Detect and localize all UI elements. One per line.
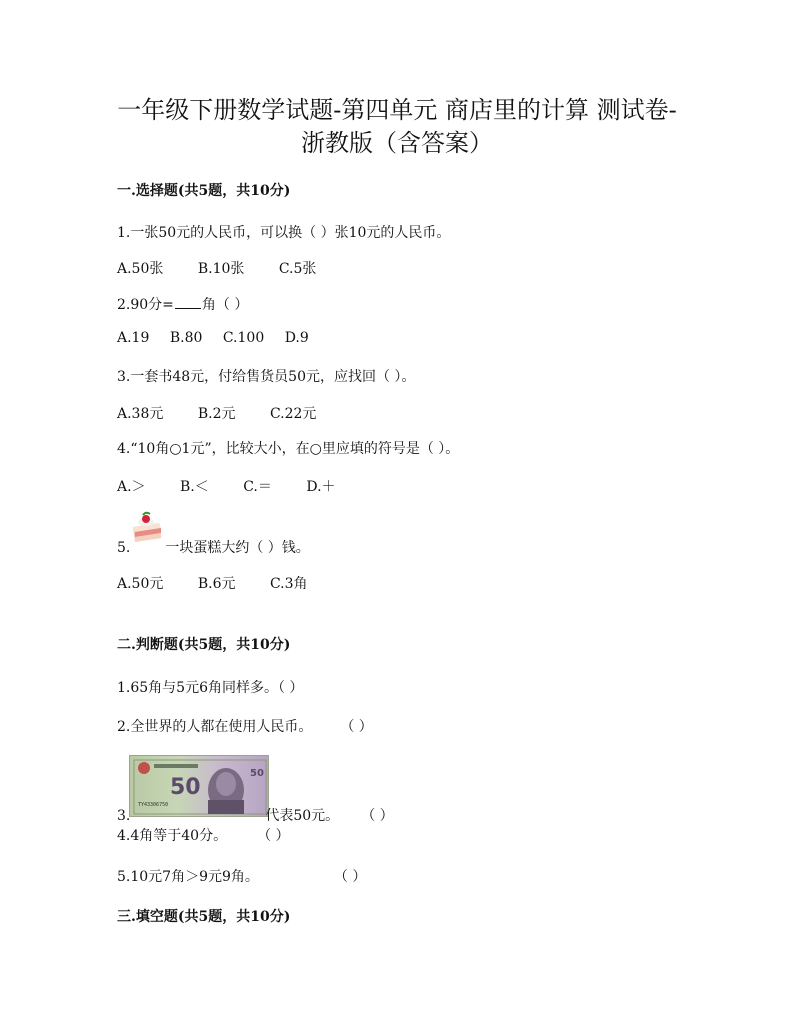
page-title-line1: 一年级下册数学试题-第四单元 商店里的计算 测试卷- bbox=[117, 96, 677, 124]
answer-paren: （ ） bbox=[361, 808, 394, 824]
option-d: D.＋ bbox=[306, 479, 336, 495]
question-1-3: 3.一套书48元，付给售货员50元，应找回（ ）。 bbox=[117, 369, 416, 385]
statement-2-4 bbox=[117, 825, 290, 845]
option-c: C.3角 bbox=[269, 576, 308, 592]
question-1-2 bbox=[117, 294, 248, 314]
question-prefix: 2.90分= bbox=[117, 297, 174, 313]
answer-paren: （ ） bbox=[340, 719, 373, 735]
banknote-serial: TY43306750 bbox=[138, 802, 169, 808]
options-1-1 bbox=[117, 258, 346, 278]
option-c: C.100 bbox=[222, 330, 265, 346]
banknote-value-left: 50 bbox=[170, 775, 201, 800]
answer-paren: （ ） bbox=[333, 869, 367, 885]
statement-prefix: 3. bbox=[117, 808, 131, 824]
option-b: B.＜ bbox=[180, 479, 209, 495]
statement-text: 4.4角等于40分。 bbox=[117, 828, 228, 844]
page-title-line2: 浙教版（含答案） bbox=[301, 129, 493, 157]
option-a: A.50元 bbox=[117, 576, 164, 592]
statement-text: 2.全世界的人都在使用人民币。 bbox=[117, 719, 313, 735]
statement-2-5 bbox=[117, 866, 366, 886]
banknote-value-corner: 50 bbox=[250, 768, 264, 779]
statement-2-1: 1.65角与5元6角同样多。（ ） bbox=[117, 680, 304, 696]
statement-2-2 bbox=[117, 716, 373, 736]
section-heading-fill-blank: 三.填空题(共5题，共10分) bbox=[117, 909, 291, 925]
statement-text: 5.10元7角＞9元9角。 bbox=[117, 869, 259, 885]
option-a: A.＞ bbox=[117, 479, 146, 495]
options-1-4 bbox=[117, 476, 366, 496]
option-c: C.22元 bbox=[269, 406, 317, 422]
option-b: B.6元 bbox=[197, 576, 236, 592]
option-a: A.19 bbox=[117, 330, 150, 346]
option-d: D.9 bbox=[284, 330, 309, 346]
option-b: B.80 bbox=[169, 330, 203, 346]
option-a: A.38元 bbox=[117, 406, 164, 422]
section-heading-judgement: 二.判断题(共5题，共10分) bbox=[117, 637, 291, 653]
option-b: B.2元 bbox=[197, 406, 236, 422]
option-c: C.5张 bbox=[278, 261, 317, 277]
answer-blank bbox=[175, 294, 201, 309]
question-text: 一块蛋糕大约（ ）钱。 bbox=[165, 540, 310, 556]
statement-2-3 bbox=[117, 805, 394, 825]
statement-text: 代表50元。 bbox=[265, 808, 340, 824]
option-c: C.＝ bbox=[243, 479, 272, 495]
options-1-2 bbox=[117, 330, 325, 346]
option-b: B.10张 bbox=[197, 261, 245, 277]
options-1-5 bbox=[117, 573, 338, 593]
section-heading-choice: 一.选择题(共5题，共10分) bbox=[117, 183, 291, 199]
options-1-3 bbox=[117, 403, 346, 423]
answer-paren: （ ） bbox=[257, 828, 290, 844]
option-a: A.50张 bbox=[117, 261, 164, 277]
question-1-1: 1.一张50元的人民币，可以换（ ）张10元的人民币。 bbox=[117, 225, 451, 241]
question-1-4: 4.“10角○1元”，比较大小，在○里应填的符号是（ ）。 bbox=[117, 441, 460, 457]
question-suffix: 角（ ） bbox=[201, 297, 249, 313]
question-prefix: 5. bbox=[117, 540, 131, 556]
question-1-5 bbox=[117, 537, 310, 557]
